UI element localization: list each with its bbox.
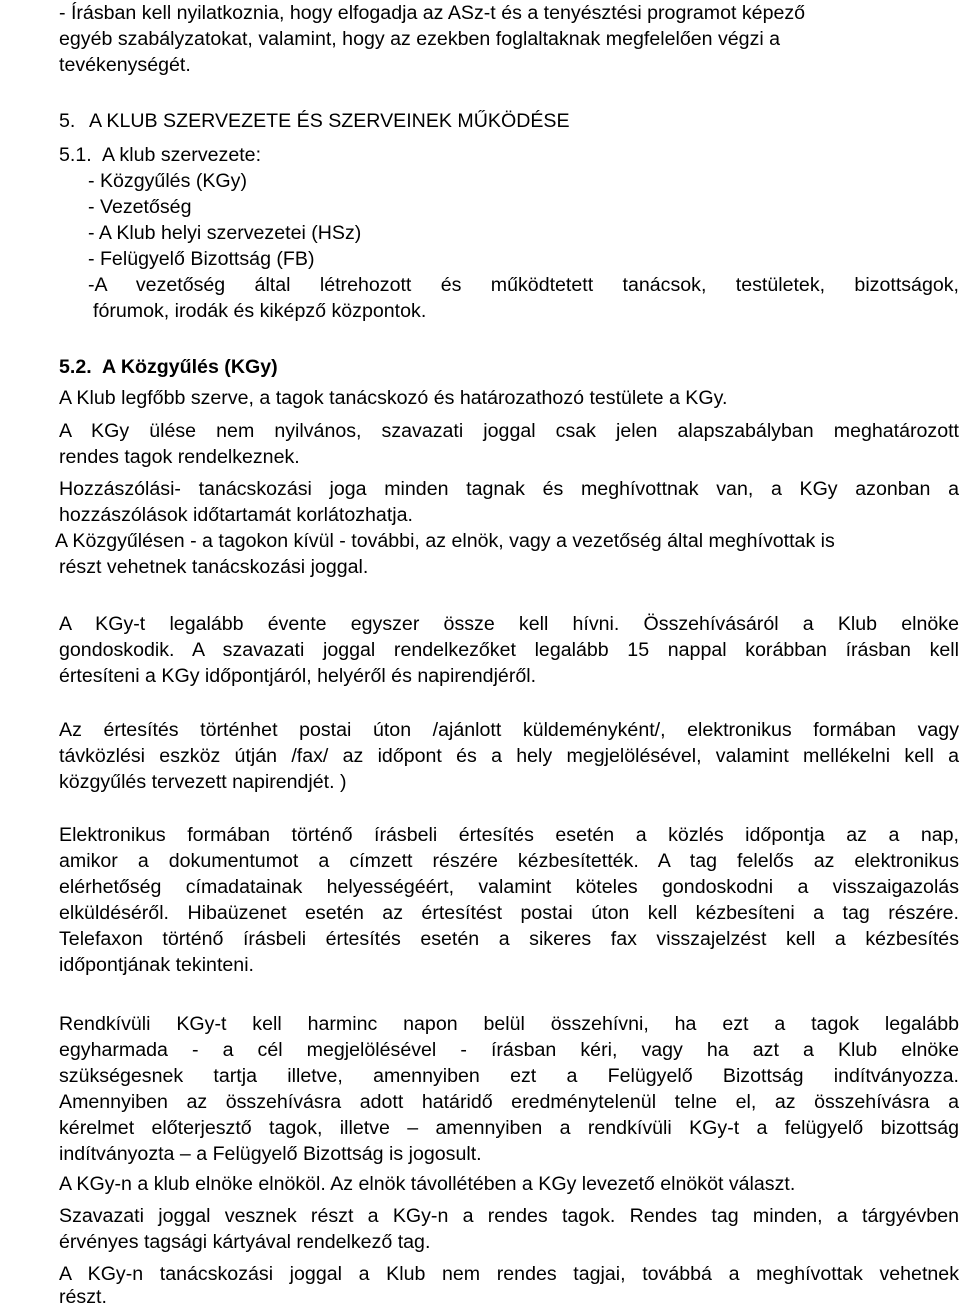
org-item-kgy: - Közgyűlés (KGy) [88,170,247,192]
intro-line-3: tevékenységét. [59,54,191,76]
org-item-councils-line-2: fórumok, irodák és kiképző központok. [93,300,427,322]
paragraph-4-line-2: részt vehetnek tanácskozási joggal. [59,556,369,578]
intro-line-1: - Írásban kell nyilatkoznia, hogy elfogadja az ASz-t és a tenyésztési programot képező [59,2,806,24]
paragraph-7-line-4: elküldéséről. Hibaüzenet esetén az értesítést postai úton kell kézbesíteni a tag részére. [59,902,959,924]
paragraph-10-line-1: Szavazati joggal vesznek részt a KGy-n a rendes tagok. Rendes tag minden, a tárgyévben [59,1205,959,1227]
paragraph-7-line-1: Elektronikus formában történő írásbeli értesítés esetén a közlés időpontja az a nap, [59,824,959,846]
section-5-number: 5. [59,110,76,132]
section-5-2-number: 5.2. [59,356,92,378]
paragraph-5-line-2: gondoskodik. A szavazati joggal rendelkezőket legalább 15 nappal korábban írásban kell [59,639,959,661]
org-item-hsz: - A Klub helyi szervezetei (HSz) [88,222,362,244]
paragraph-11-line-2: részt. [59,1286,107,1308]
paragraph-8-line-1: Rendkívüli KGy-t kell harminc napon belül összehívni, ha ezt a tagok legalább [59,1013,959,1035]
paragraph-10-line-2: érvényes tagsági kártyával rendelkező tag. [59,1231,431,1253]
paragraph-7-line-6: időpontjának tekinteni. [59,954,254,976]
paragraph-6-line-2: távközlési eszköz útján /fax/ az időpont és a hely megjelölésével, valamint mellékelni kell a [59,745,959,767]
paragraph-8-line-6: indítványozta – a Felügyelő Bizottság is jogosult. [59,1143,482,1165]
paragraph-4-line-1: A Közgyűlésen - a tagokon kívül - további, az elnök, vagy a vezetőség által meghívottak is [55,530,835,552]
paragraph-1: A Klub legfőbb szerve, a tagok tanácskozó és határozathozó testülete a KGy. [59,387,728,409]
paragraph-9: A KGy-n a klub elnöke elnököl. Az elnök távollétében a KGy levezető elnököt választ. [59,1173,796,1195]
paragraph-8-line-3: szükségesnek tartja illetve, amennyiben ezt a Felügyelő Bizottság indítványozza. [59,1065,959,1087]
section-5-1-title: A klub szervezete: [102,144,262,166]
paragraph-3-line-2: hozzászólások időtartamát korlátozhatja. [59,504,413,526]
paragraph-5-line-1: A KGy-t legalább évente egyszer össze kell hívni. Összehívásáról a Klub elnöke [59,613,959,635]
section-5-2-title: A Közgyűlés (KGy) [102,356,278,378]
paragraph-2-line-2: rendes tagok rendelkeznek. [59,446,300,468]
paragraph-8-line-2: egyharmada - a cél megjelölésével - írásban kéri, vagy ha azt a Klub elnöke [59,1039,959,1061]
paragraph-7-line-5: Telefaxon történő írásbeli értesítés esetén a sikeres fax visszajelzést kell a kézbesítés [59,928,959,950]
section-5-title: A KLUB SZERVEZETE ÉS SZERVEINEK MŰKÖDÉSE [89,110,570,132]
paragraph-7-line-2: amikor a dokumentumot a címzett részére kézbesítették. A tag felelős az elektronikus [59,850,959,872]
paragraph-6-line-1: Az értesítés történhet postai úton /ajánlott küldeményként/, elektronikus formában vagy [59,719,959,741]
paragraph-3-line-1: Hozzászólási- tanácskozási joga minden tagnak és meghívottnak van, a KGy azonban a [59,478,959,500]
paragraph-5-line-3: értesíteni a KGy időpontjáról, helyéről és napirendjéről. [59,665,537,687]
paragraph-8-line-4: Amennyiben az összehívásra adott határidő eredménytelenül telne el, az összehívásra a [59,1091,959,1113]
paragraph-11-line-1: A KGy-n tanácskozási joggal a Klub nem rendes tagjai, továbbá a meghívottak vehetnek [59,1263,959,1285]
section-5-1-number: 5.1. [59,144,92,166]
intro-line-2: egyéb szabályzatokat, valamint, hogy az ezekben foglaltaknak megfelelően végzi a [59,28,781,50]
paragraph-6-line-3: közgyűlés tervezett napirendjét. ) [59,771,347,793]
org-item-vezetoseg: - Vezetőség [88,196,192,218]
paragraph-2-line-1: A KGy ülése nem nyilvános, szavazati joggal csak jelen alapszabályban meghatározott [59,420,959,442]
org-item-fb: - Felügyelő Bizottság (FB) [88,248,315,270]
paragraph-8-line-5: kérelmet előterjesztő tagok, illetve – amennyiben a rendkívüli KGy-t a felügyelő bizottság [59,1117,959,1139]
paragraph-7-line-3: elérhetőség címadatainak helyességéért, valamint köteles gondoskodni a visszaigazolás [59,876,959,898]
org-item-councils-line-1: -A vezetőség által létrehozott és működtetett tanácsok, testületek, bizottságok, [88,274,959,296]
